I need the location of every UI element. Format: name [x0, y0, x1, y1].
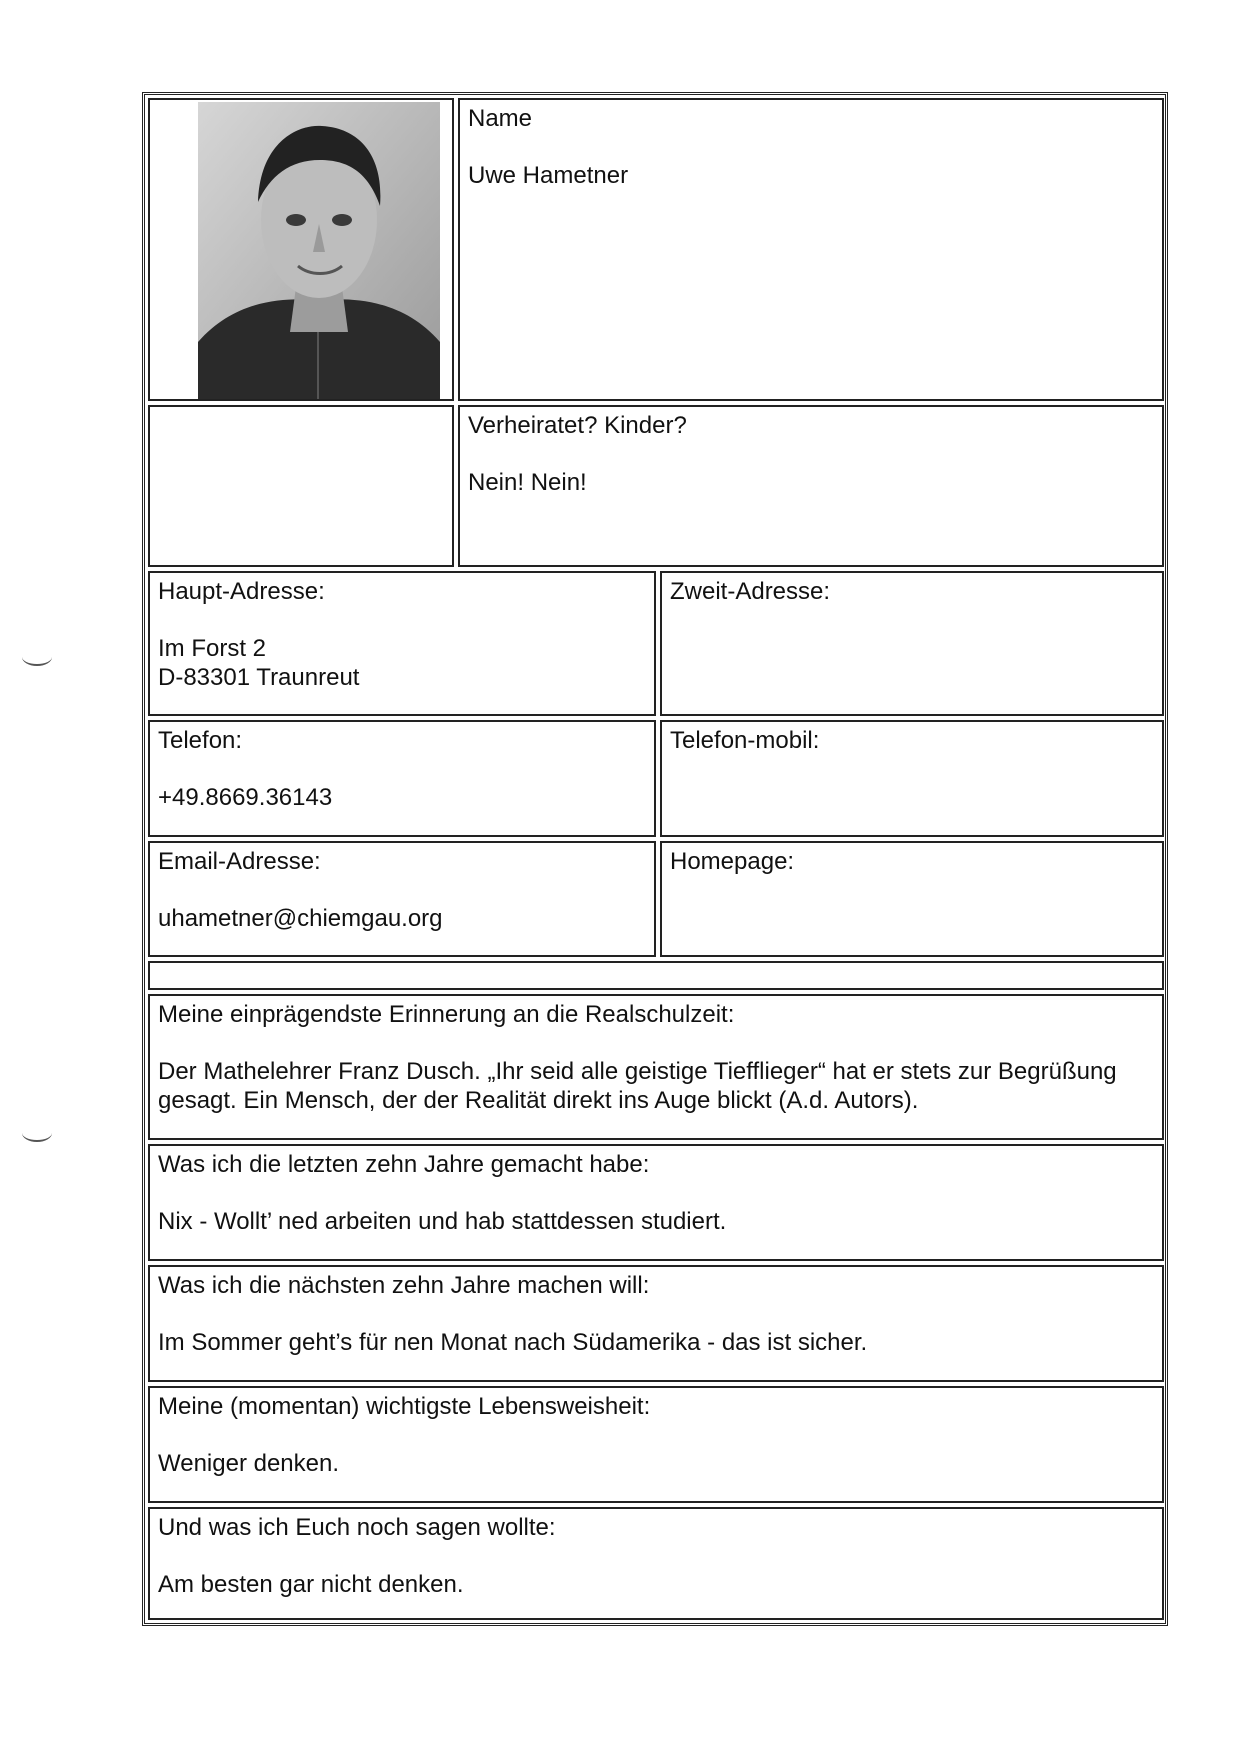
email-label: Email-Adresse:	[158, 848, 321, 875]
question-label: Meine einprägendste Erinnerung an die Realschulzeit:	[158, 1001, 735, 1028]
question-cell	[148, 1507, 1164, 1620]
married-cell	[458, 405, 1164, 567]
question-answer: Weniger denken.	[158, 1450, 340, 1477]
married-value: Nein! Nein!	[468, 469, 587, 496]
question-label: Was ich die nächsten zehn Jahre machen will:	[158, 1272, 650, 1299]
homepage-cell	[660, 841, 1164, 957]
question-cell	[148, 1386, 1164, 1503]
scan-mark	[22, 1124, 52, 1142]
main-address-value: Im Forst 2 D-83301 Traunreut	[158, 635, 360, 691]
second-address-cell	[660, 571, 1164, 716]
phone-label: Telefon:	[158, 727, 243, 754]
question-answer: Nix - Wollt’ ned arbeiten und hab stattdessen studiert.	[158, 1208, 727, 1235]
mobile-label: Telefon-mobil:	[670, 727, 820, 754]
question-cell	[148, 1265, 1164, 1382]
name-cell	[458, 98, 1164, 401]
question-answer: Im Sommer geht’s für nen Monat nach Südamerika - das ist sicher.	[158, 1329, 868, 1356]
photo-cell	[148, 98, 454, 401]
married-label: Verheiratet? Kinder?	[468, 412, 687, 439]
scan-mark	[22, 648, 52, 666]
second-address-label: Zweit-Adresse:	[670, 578, 831, 605]
question-label: Und was ich Euch noch sagen wollte:	[158, 1514, 556, 1541]
question-answer: Der Mathelehrer Franz Dusch. „Ihr seid alle geistige Tiefflieger“ hat er stets zur Begrüßung gesagt. Ein Mensch, der der Realität direkt ins Auge blickt (A.d. Autors).	[158, 1058, 1117, 1114]
mobile-cell	[660, 720, 1164, 837]
question-cell	[148, 1144, 1164, 1261]
question-label: Meine (momentan) wichtigste Lebensweisheit:	[158, 1393, 651, 1420]
question-cell	[148, 994, 1164, 1140]
phone-cell	[148, 720, 656, 837]
profile-frame	[142, 92, 1168, 1626]
phone-value: +49.8669.36143	[158, 784, 333, 811]
email-cell	[148, 841, 656, 957]
question-answer: Am besten gar nicht denken.	[158, 1571, 464, 1598]
homepage-label: Homepage:	[670, 848, 795, 875]
spacer-row	[148, 961, 1164, 990]
profile-photo	[198, 102, 440, 400]
name-value: Uwe Hametner	[468, 162, 629, 189]
main-address-label: Haupt-Adresse:	[158, 578, 325, 605]
empty-left-cell	[148, 405, 454, 567]
main-address-cell	[148, 571, 656, 716]
name-label: Name	[468, 105, 533, 132]
email-value: uhametner@chiemgau.org	[158, 905, 443, 932]
question-label: Was ich die letzten zehn Jahre gemacht habe:	[158, 1151, 650, 1178]
